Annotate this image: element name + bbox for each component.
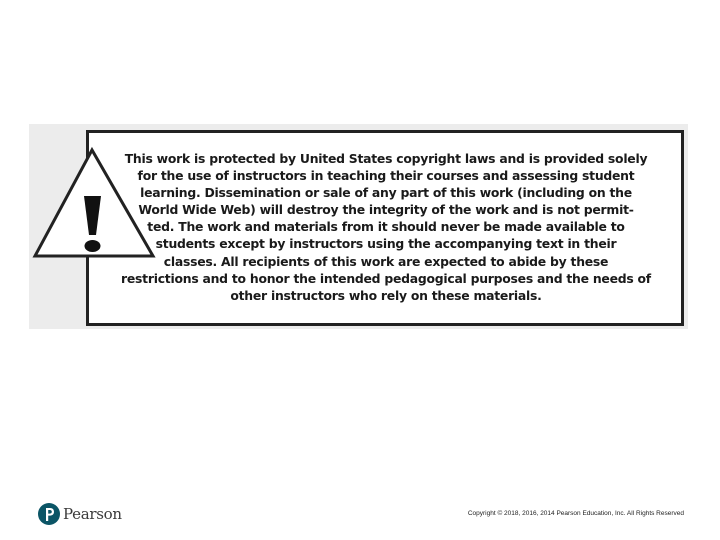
notice-line: students except by instructors using the accompanying text in their: [155, 236, 617, 252]
notice-line: This work is protected by United States copyright laws and is provided solely: [124, 151, 648, 166]
notice-line: other instructors who rely on these materials.: [230, 287, 542, 303]
copyright-footer-text: Copyright © 2018, 2016, 2014 Pearson Education, Inc. All Rights Reserved: [467, 510, 684, 517]
notice-line: restrictions and to honor the intended pedagogical purposes and the needs of: [121, 270, 651, 286]
copyright-notice-text: [100, 150, 672, 305]
notice-line: learning. Dissemination or sale of any part of this work (including on the: [140, 185, 632, 201]
pearson-p-logo-icon: [38, 503, 60, 525]
pearson-logo: [38, 502, 122, 526]
notice-line: for the use of instructors in teaching their courses and assessing student: [137, 168, 635, 184]
pearson-logo-text: Pearson: [63, 505, 122, 523]
notice-line: classes. All recipients of this work are expected to abide by these: [163, 253, 609, 269]
notice-line: World Wide Web) will destroy the integrity of the work and is not permit-: [138, 202, 634, 218]
notice-line: ted. The work and materials from it should never be made available to: [147, 219, 625, 235]
